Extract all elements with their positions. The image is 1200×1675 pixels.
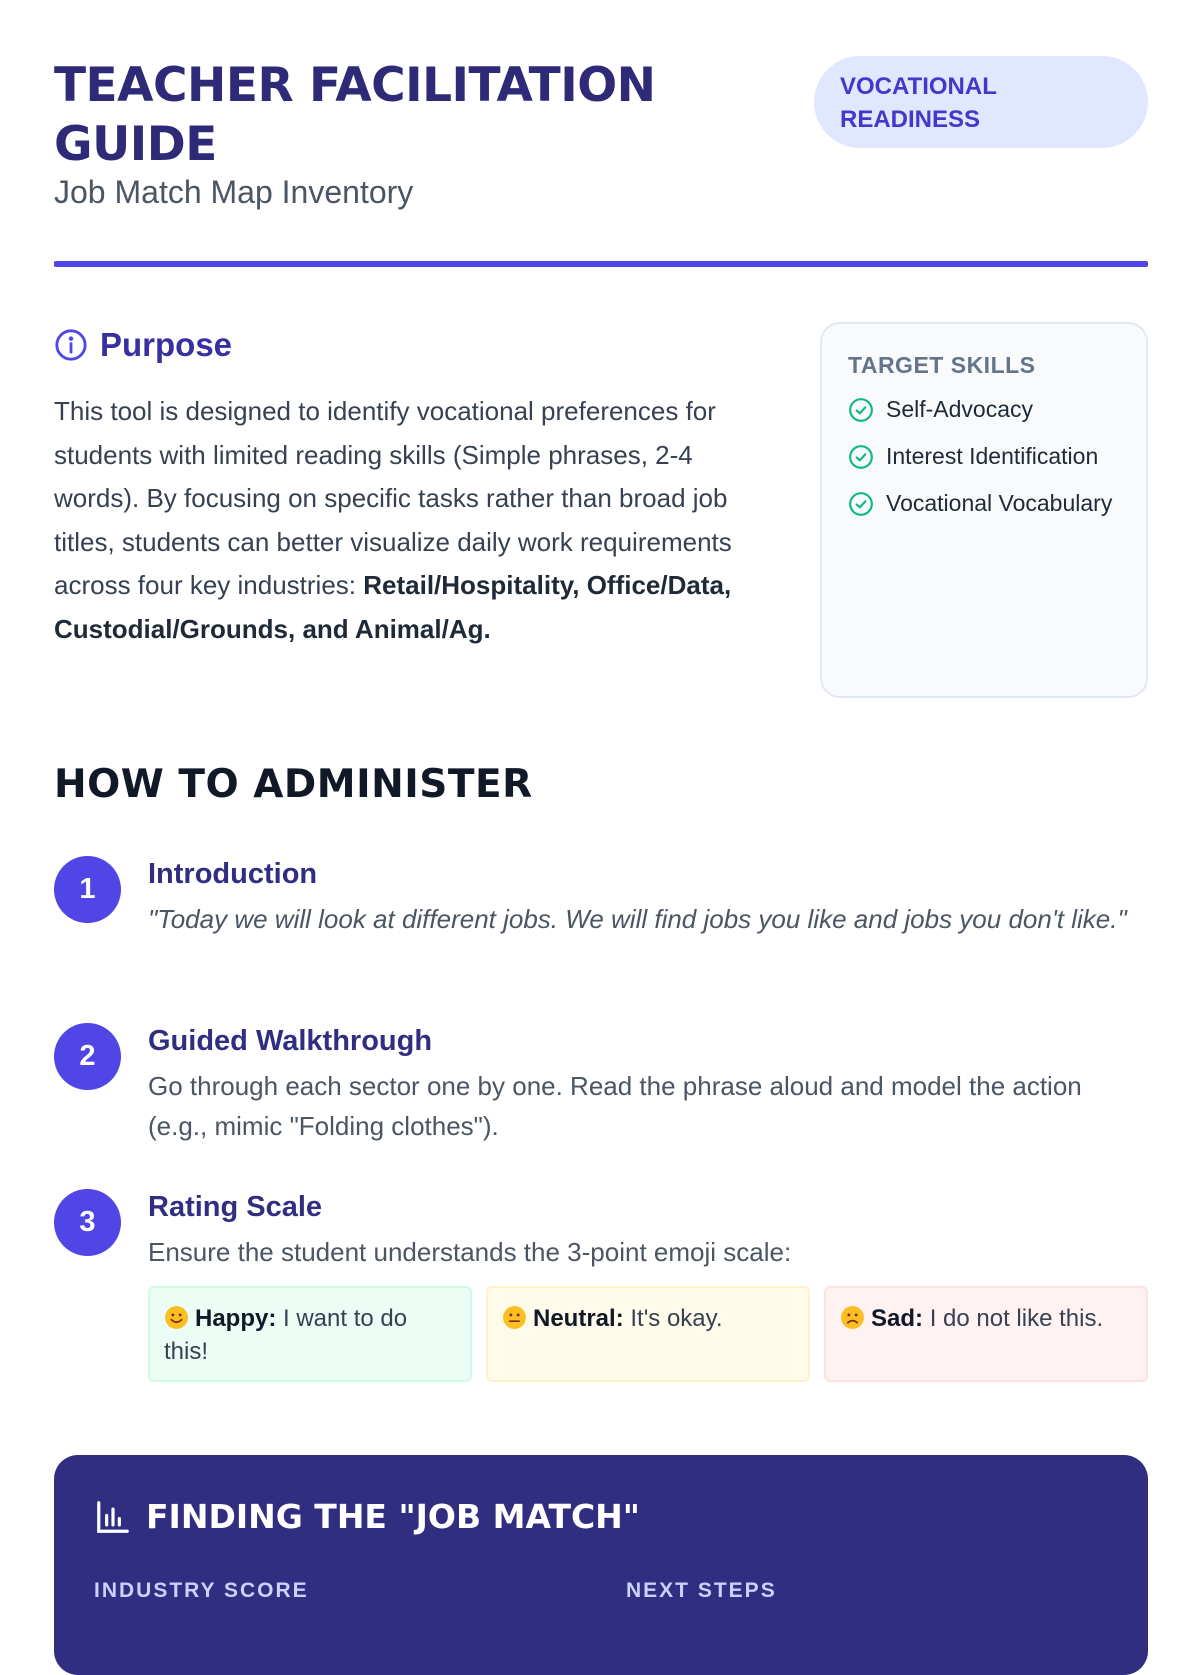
facilitation-guide-page [54,0,1148,1600]
header-divider [54,261,1148,267]
rating-neutral [486,1286,810,1382]
rating-label: Happy: [195,1305,277,1332]
bar-chart-icon [94,1498,132,1536]
page-subtitle: Job Match Map Inventory [54,174,414,210]
step-number-badge: 1 [54,856,121,923]
step-text: "Today we will look at different jobs. We will find jobs you like and jobs you don't like." [148,904,1127,934]
check-circle-icon [848,397,874,423]
job-match-title: FINDING THE "JOB MATCH" [146,1497,640,1536]
frowning-face-icon [840,1305,865,1330]
step-title: Rating Scale [148,1191,323,1223]
purpose-heading-row [54,320,764,370]
purpose-heading: Purpose [100,326,233,363]
skill-item [848,487,1120,520]
rating-scale [148,1286,1148,1382]
industries-list: Retail/Hospitality, Office/Data, Custodial/Grounds, and Animal/Ag. [54,570,732,644]
rating-sad [824,1286,1148,1382]
neutral-face-icon [502,1305,527,1330]
how-to-administer-heading: HOW TO ADMINISTER [54,762,533,807]
job-match-heading-row [94,1497,640,1536]
rating-label: Neutral: [533,1305,624,1332]
step-number-badge: 2 [54,1023,121,1090]
skill-label: Self-Advocacy [886,396,1034,422]
rating-text: I do not like this. [929,1305,1104,1332]
step-body [148,1025,1148,1146]
info-circle-icon [54,328,88,362]
next-steps-heading: NEXT STEPS [626,1579,777,1602]
rating-text: It's okay. [630,1305,723,1332]
purpose-description [54,390,764,651]
purpose-section [54,320,764,651]
step-number-badge: 3 [54,1189,121,1256]
smiling-face-icon [164,1305,189,1330]
target-skills-card [820,322,1148,698]
step-text: Go through each sector one by one. Read the phrase aloud and model the action (e.g., mimic "Folding clothes"). [148,1071,1082,1141]
skill-item [848,393,1120,426]
step-text: Ensure the student understands the 3-point emoji scale: [148,1237,792,1267]
industry-score-heading: INDUSTRY SCORE [94,1579,309,1602]
purpose-text: This tool is designed to identify vocational preferences for students with limited reading skills (Simple phrases, 2-4 words). By focusing on specific tasks rather than broad job titles, students can better visualize daily work requirements across four key industries: [54,396,732,600]
skill-item [848,440,1120,473]
step-body [148,858,1148,939]
rating-label: Sad: [871,1305,924,1332]
header [54,56,1148,256]
step-body [148,1191,1148,1382]
target-skills-heading: TARGET SKILLS [848,352,1036,378]
page-title: TEACHER FACILITATION GUIDE [54,58,656,172]
rating-happy [148,1286,472,1382]
category-badge: VOCATIONAL READINESS [814,56,1148,148]
step-title: Introduction [148,858,318,890]
check-circle-icon [848,444,874,470]
rating-text: I want to do this! [164,1305,408,1365]
check-circle-icon [848,491,874,517]
skill-label: Vocational Vocabulary [886,490,1113,516]
skill-label: Interest Identification [886,443,1099,469]
job-match-panel [54,1455,1148,1675]
step-title: Guided Walkthrough [148,1025,433,1057]
